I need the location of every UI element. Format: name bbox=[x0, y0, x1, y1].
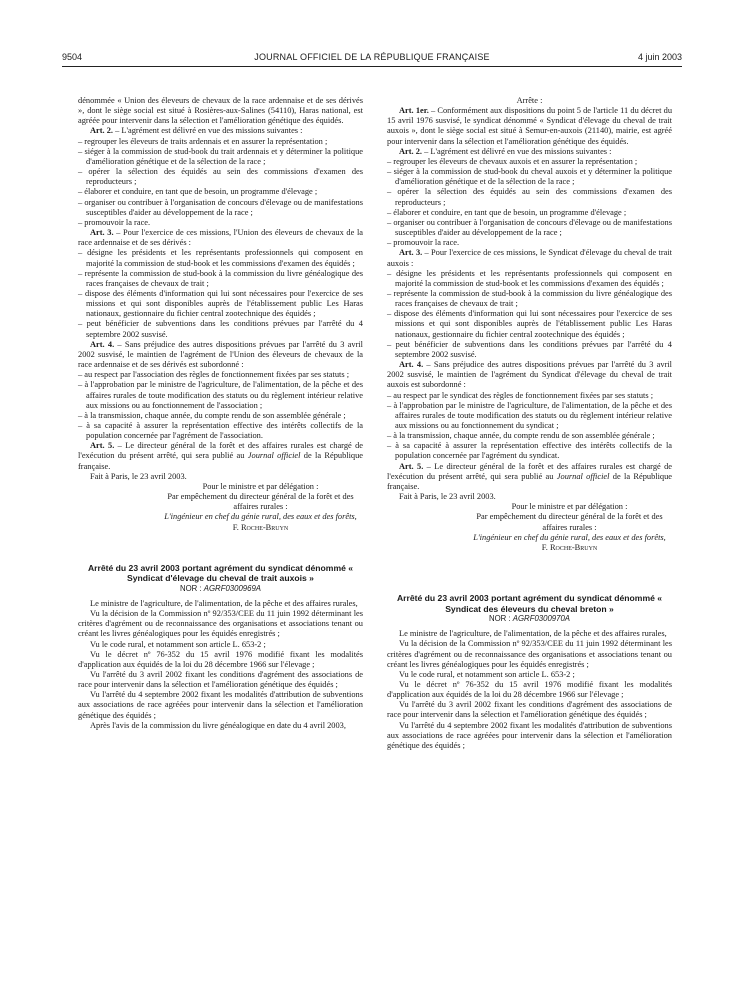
header-rule bbox=[62, 66, 682, 67]
article-label: Art. 5. bbox=[399, 461, 424, 471]
article-label: Art. 3. bbox=[399, 248, 423, 258]
signature-line: Pour le ministre et par délégation : bbox=[511, 502, 628, 512]
signature-line: Par empêchement du directeur général de la forêt et des affaires rurales : bbox=[476, 512, 663, 532]
list-item: – organiser ou contribuer à l'organisation de concours d'élevage ou de manifestations susceptibles d'aider au développement de la race ; bbox=[387, 217, 672, 238]
article-3 bbox=[387, 248, 672, 268]
signatory-name: F. Roche-Bruyn bbox=[541, 542, 598, 552]
list-item: – opérer la sélection des équidés au sein des commissions d'examen des reproducteurs ; bbox=[78, 167, 363, 187]
list-item: – au respect par le syndicat des règles de fonctionnement fixées par ses statuts ; bbox=[387, 390, 654, 400]
article-label: Art. 4. bbox=[90, 339, 115, 349]
body-paragraph: Vu l'arrêté du 4 septembre 2002 fixant les modalités d'attribution de subventions aux associations de race agréées pour intervenir dans la sélection et l'amélioration génétique des équidés ; bbox=[78, 690, 363, 720]
issue-date: 4 juin 2003 bbox=[637, 52, 682, 62]
article-text: – L'agrément est délivré en vue des missions suivantes : bbox=[113, 126, 303, 136]
article-label: Art. 3. bbox=[90, 228, 114, 238]
left-column bbox=[78, 96, 363, 731]
article-text: – L'agrément est délivré en vue des missions suivantes : bbox=[422, 146, 612, 156]
article-label: Art. 2. bbox=[399, 146, 423, 156]
list-item: – à sa capacité à assurer la représentation effective des intérêts collectifs de la population concernée par l'agrément de l'association. bbox=[78, 421, 363, 441]
page-number: 9504 bbox=[62, 52, 83, 62]
body-paragraph: Vu la décision de la Commission nº 92/353/CEE du 11 juin 1992 déterminant les critères d'agrément ou de reconnaissance des organisations et associations tenant ou créant les livres généalogiques pour les équidés enregistrés ; bbox=[387, 639, 672, 669]
list-item: – élaborer et conduire, en tant que de besoin, un programme d'élevage ; bbox=[387, 207, 627, 217]
list-item: – représente la commission de stud-book à la commission du livre généalogique des races françaises de chevaux de trait ; bbox=[78, 268, 363, 288]
list-item: – regrouper les éleveurs de chevaux auxois et en assurer la représentation ; bbox=[387, 156, 638, 166]
article-text: – Pour l'exercice de ces missions, le Syndicat d'élevage du cheval de trait auxois : bbox=[387, 248, 672, 268]
body-paragraph: Vu le code rural, et notamment son article L. 653-2 ; bbox=[399, 669, 575, 679]
fait-a-paris: Fait à Paris, le 23 avril 2003. bbox=[399, 492, 496, 502]
nor-value: AGRF0300969A bbox=[203, 583, 262, 593]
list-item: – siéger à la commission de stud-book du trait ardennais et y déterminer la politique d'amélioration génétique et de la sélection de la race ; bbox=[78, 146, 363, 166]
signature-block bbox=[467, 502, 672, 553]
list-item: – dispose des éléments d'information qui lui sont nécessaires pour l'exercice de ses missions et qui sont disponibles auprès de l'établissement public Les Haras nationaux, gestionnaire du fichier central zootechnique des équidés ; bbox=[387, 309, 672, 339]
article-1 bbox=[387, 106, 672, 147]
list-item: – à l'approbation par le ministre de l'agriculture, de l'alimentation, de la pêche et des affaires rurales de toute modification des statuts ou du règlement intérieur relative aux missions ou au fonctionnement du syndicat ; bbox=[387, 400, 672, 430]
article-text: – Conformément aux dispositions du point 5 de l'article 11 du décret du 15 avril 1976 susvisé, le syndicat dénommé « Syndicat d'élevage du cheval de trait auxois », dont le siège social est situé à Semur-en-auxois (21140), mairie, est agréé pour intervenir dans la sélection et l'amélioration génétique des équidés. bbox=[387, 106, 673, 146]
article-label: Art. 5. bbox=[90, 441, 115, 451]
signature-line: L'ingénieur en chef du génie rural, des eaux et des forêts, bbox=[164, 512, 357, 522]
list-item: – à l'approbation par le ministre de l'agriculture, de l'alimentation, de la pêche et des affaires rurales de toute modification des statuts ou du règlement intérieur relative aux missions ou au fonctionnement de l'association ; bbox=[78, 380, 363, 410]
list-item: – désigne les présidents et les représentants professionnels qui composent en majorité la commission de stud-book et les commissions d'examen des équidés ; bbox=[387, 268, 672, 288]
list-item: – organiser ou contribuer à l'organisation de concours d'élevage ou de manifestations susceptibles d'aider au développement de la race ; bbox=[78, 197, 363, 217]
signature-line: Par empêchement du directeur général de la forêt et des affaires rurales : bbox=[167, 492, 354, 512]
list-item: – promouvoir la race. bbox=[387, 238, 460, 248]
list-item: – promouvoir la race. bbox=[78, 217, 151, 227]
list-item: – peut bénéficier de subventions dans les conditions prévues par l'arrêté du 4 septembre 2002 susvisé. bbox=[78, 319, 363, 339]
article-text: de la République française. bbox=[387, 471, 673, 491]
article-5 bbox=[387, 462, 672, 492]
intro-paragraph: dénommée « Union des éleveurs de chevaux de la race ardennaise et de ses dérivés », dont le siège social est situé à Rosières-aux-Salines (54110), Haras national, est agréée pour intervenir dans la sélection et l'amélioration génétique des équidés. bbox=[78, 96, 363, 126]
body-paragraph: Le ministre de l'agriculture, de l'alimentation, de la pêche et des affaires rurales, bbox=[399, 629, 667, 639]
article-text: – Le directeur général de la forêt et des affaires rurales est chargé de l'exécution du présent arrêté, qui sera publié au bbox=[78, 441, 364, 461]
article-2 bbox=[387, 147, 672, 157]
article-4 bbox=[78, 340, 363, 370]
article-text: – Le directeur général de la forêt et des affaires rurales est chargé de l'exécution du présent arrêté, qui sera publié au bbox=[387, 461, 673, 481]
nor-reference bbox=[78, 584, 363, 594]
nor-reference bbox=[387, 614, 672, 624]
journal-officiel-ref: Journal officiel bbox=[556, 471, 610, 481]
signature-line: L'ingénieur en chef du génie rural, des eaux et des forêts, bbox=[473, 532, 666, 542]
article-3 bbox=[78, 228, 363, 248]
body-paragraph: Vu l'arrêté du 3 avril 2002 fixant les conditions d'agrément des associations de race pour intervenir dans la sélection et l'amélioration génétique des équidés ; bbox=[387, 700, 672, 720]
list-item: – peut bénéficier de subventions dans les conditions prévues par l'arrêté du 4 septembre 2002 susvisé. bbox=[387, 339, 672, 359]
article-label: Art. 4. bbox=[399, 360, 424, 370]
list-item: – opérer la sélection des équidés au sein des commissions d'examen des reproducteurs ; bbox=[387, 187, 672, 207]
nor-label: NOR : bbox=[179, 583, 204, 593]
page-header bbox=[62, 52, 682, 66]
list-item: – regrouper les éleveurs de traits ardennais et en assurer la représentation ; bbox=[78, 136, 328, 146]
body-paragraph: Vu le décret nº 76-352 du 15 avril 1976 modifié fixant les modalités d'application aux équidés de la loi du 28 décembre 1966 sur l'élevage ; bbox=[387, 679, 672, 700]
arrete-heading: Arrête : bbox=[516, 96, 543, 105]
decree-title: Arrêté du 23 avril 2003 portant agrément du syndicat dénommé « Syndicat d'élevage du cheval de trait auxois » bbox=[87, 562, 354, 584]
article-5 bbox=[78, 441, 363, 471]
article-label: Art. 2. bbox=[90, 126, 114, 136]
article-text: – Sans préjudice des autres dispositions prévues par l'arrêté du 3 avril 2002 susvisé, le maintien de l'agrément de l'Union des éleveurs de chevaux de la race ardennaise et de ses dérivés est subordonné : bbox=[78, 339, 364, 370]
body-paragraph: Vu la décision de la Commission nº 92/353/CEE du 11 juin 1992 déterminant les critères d'agrément ou de reconnaissance des organisations et associations tenant ou créant les livres généalogiques pour les équidés enregistrés ; bbox=[78, 609, 363, 639]
article-2 bbox=[78, 126, 363, 136]
journal-title: JOURNAL OFFICIEL DE LA RÉPUBLIQUE FRANÇAISE bbox=[254, 52, 490, 62]
list-item: – à la transmission, chaque année, du compte rendu de son assemblée générale ; bbox=[78, 410, 346, 420]
decree-title: Arrêté du 23 avril 2003 portant agrément du syndicat dénommé « Syndicat des éleveurs du cheval breton » bbox=[396, 593, 663, 614]
right-column bbox=[387, 96, 672, 751]
body-paragraph: Vu l'arrêté du 4 septembre 2002 fixant les modalités d'attribution de subventions aux associations de race agréées pour intervenir dans la sélection et l'amélioration génétique des équidés ; bbox=[387, 720, 672, 750]
list-item: – au respect par l'association des règles de fonctionnement fixées par ses statuts ; bbox=[78, 370, 350, 380]
nor-label: NOR : bbox=[488, 614, 513, 624]
signature-block bbox=[158, 482, 363, 533]
list-item: – représente la commission de stud-book à la commission du livre généalogique des races françaises de chevaux de trait ; bbox=[387, 288, 672, 309]
body-paragraph: Après l'avis de la commission du livre généalogique en date du 4 avril 2003, bbox=[90, 720, 346, 730]
body-paragraph: Vu le code rural, et notamment son article L. 653-2 ; bbox=[90, 639, 266, 649]
signatory-name: F. Roche-Bruyn bbox=[232, 522, 289, 532]
nor-value: AGRF0300970A bbox=[512, 614, 571, 624]
signature-line: Pour le ministre et par délégation : bbox=[202, 481, 319, 491]
journal-officiel-ref: Journal officiel bbox=[247, 451, 301, 461]
body-paragraph: Vu le décret nº 76-352 du 15 avril 1976 modifié fixant les modalités d'application aux équidés de la loi du 28 décembre 1966 sur l'élevage ; bbox=[78, 649, 363, 669]
list-item: – désigne les présidents et les représentants professionnels qui composent en majorité la commission de stud-book et les commissions d'examen des équidés ; bbox=[78, 248, 363, 268]
body-paragraph: Le ministre de l'agriculture, de l'alimentation, de la pêche et des affaires rurales, bbox=[90, 598, 358, 608]
article-text: – Sans préjudice des autres dispositions prévues par l'arrêté du 3 avril 2002 susvisé, le maintien de l'agrément du Syndicat d'élevage du cheval de trait auxois est subordonné : bbox=[387, 360, 673, 390]
article-text: de la République française. bbox=[78, 451, 364, 471]
list-item: – dispose des éléments d'information qui lui sont nécessaires pour l'exercice de ses missions et qui sont disponibles auprès de l'établissement public Les Haras nationaux, gestionnaire du fichier central zootechnique des équidés ; bbox=[78, 288, 363, 319]
list-item: – siéger à la commission de stud-book du cheval auxois et y déterminer la politique d'amélioration génétique et de la sélection de la race ; bbox=[387, 167, 672, 187]
list-item: – à la transmission, chaque année, du compte rendu de son assemblée générale ; bbox=[387, 431, 655, 441]
body-paragraph: Vu l'arrêté du 3 avril 2002 fixant les conditions d'agrément des associations de race pour intervenir dans la sélection et l'amélioration génétique des équidés ; bbox=[78, 669, 363, 690]
fait-a-paris: Fait à Paris, le 23 avril 2003. bbox=[90, 471, 187, 481]
article-label: Art. 1er. bbox=[399, 106, 429, 116]
list-item: – à sa capacité à assurer la représentation effective des intérêts collectifs de la population concernée par l'agrément du syndicat. bbox=[387, 441, 672, 461]
list-item: – élaborer et conduire, en tant que de besoin, un programme d'élevage ; bbox=[78, 187, 318, 197]
article-text: – Pour l'exercice de ces missions, l'Union des éleveurs de chevaux de la race ardennaise et de ses dérivés : bbox=[78, 228, 363, 248]
article-4 bbox=[387, 360, 672, 390]
